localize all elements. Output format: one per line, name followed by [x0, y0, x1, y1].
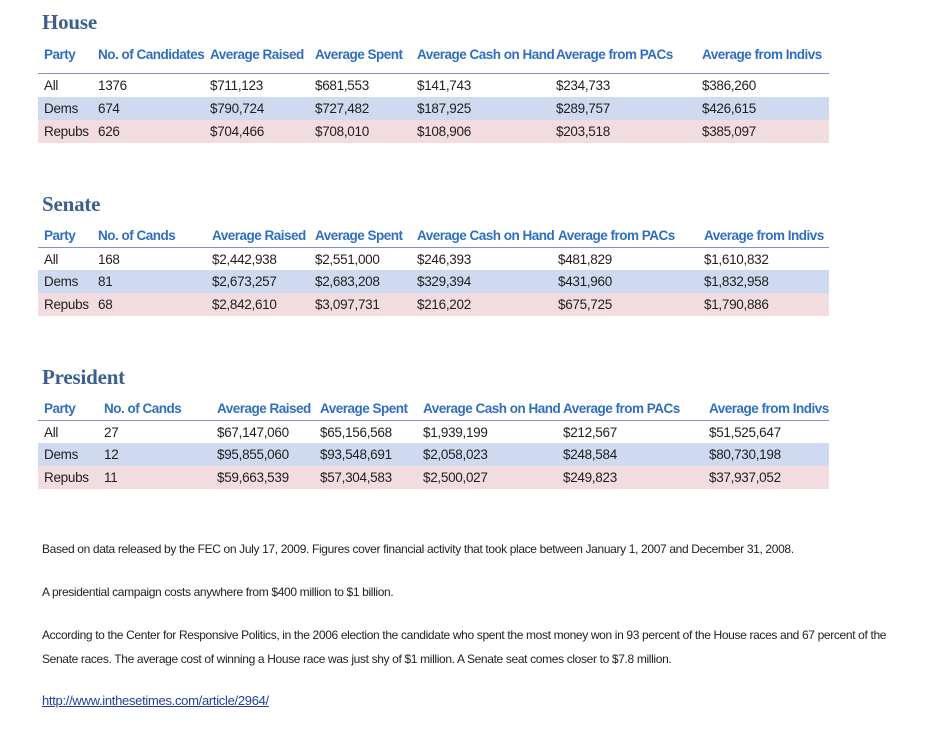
- president-repubs-raised: $59,663,539: [217, 470, 289, 485]
- senate-all-spent: $2,551,000: [315, 252, 380, 267]
- house-dems-raised: $790,724: [210, 101, 264, 116]
- senate-all-party: All: [44, 252, 59, 267]
- president-all-spent: $65,156,568: [320, 425, 392, 440]
- senate-dems-raised: $2,673,257: [212, 274, 277, 289]
- president-all-pacs: $212,567: [563, 425, 617, 440]
- house-dems-candidates: 674: [98, 101, 120, 116]
- president-all-party: All: [44, 425, 59, 440]
- president-dems-party: Dems: [44, 447, 79, 462]
- source-link[interactable]: http://www.inthesetimes.com/article/2964/: [42, 693, 269, 708]
- senate-all-pacs: $481,829: [558, 252, 612, 267]
- president-all-cash: $1,939,199: [423, 425, 488, 440]
- president-dems-pacs: $248,584: [563, 447, 617, 462]
- president-dems-spent: $93,548,691: [320, 447, 392, 462]
- senate-header-cands: No. of Cands: [98, 228, 176, 243]
- senate-header-cash: Average Cash on Hand: [417, 228, 555, 243]
- house-repubs-raised: $704,466: [210, 124, 264, 139]
- house-row-repubs: [38, 120, 829, 143]
- senate-repubs-party: Repubs: [44, 297, 89, 312]
- president-header-pacs: Average from PACs: [563, 401, 680, 416]
- senate-row-dems: [38, 270, 829, 293]
- president-repubs-cash: $2,500,027: [423, 470, 488, 485]
- house-dems-party: Dems: [44, 101, 79, 116]
- house-repubs-candidates: 626: [98, 124, 120, 139]
- senate-repubs-raised: $2,842,610: [212, 297, 277, 312]
- house-dems-cash: $187,925: [417, 101, 471, 116]
- source-note: Based on data released by the FEC on July 17, 2009. Figures cover financial activity that took place between January 1, 2007 and December 31, 2008.: [42, 542, 794, 556]
- president-header-row: [38, 397, 829, 420]
- senate-repubs-cands: 68: [98, 297, 113, 312]
- president-row-dems: [38, 443, 829, 466]
- senate-row-all: [38, 247, 829, 270]
- house-header-raised: Average Raised: [210, 47, 304, 62]
- house-all-pacs: $234,733: [556, 78, 610, 93]
- president-repubs-party: Repubs: [44, 470, 89, 485]
- house-title: House: [42, 10, 98, 34]
- senate-repubs-spent: $3,097,731: [315, 297, 380, 312]
- house-repubs-party: Repubs: [44, 124, 89, 139]
- house-dems-pacs: $289,757: [556, 101, 610, 116]
- senate-header-indivs: Average from Indivs: [704, 228, 824, 243]
- senate-all-indivs: $1,610,832: [704, 252, 769, 267]
- house-header-cash: Average Cash on Hand: [417, 47, 555, 62]
- house-table: [38, 43, 829, 143]
- president-all-cands: 27: [104, 425, 119, 440]
- senate-all-cands: 168: [98, 252, 120, 267]
- senate-all-raised: $2,442,938: [212, 252, 277, 267]
- president-dems-raised: $95,855,060: [217, 447, 289, 462]
- president-repubs-pacs: $249,823: [563, 470, 617, 485]
- president-table: [38, 397, 829, 489]
- senate-header-spent: Average Spent: [315, 228, 403, 243]
- house-all-raised: $711,123: [210, 78, 263, 93]
- president-all-raised: $67,147,060: [217, 425, 289, 440]
- senate-header-party: Party: [44, 228, 76, 243]
- house-header-pacs: Average from PACs: [556, 47, 673, 62]
- president-dems-cash: $2,058,023: [423, 447, 488, 462]
- president-header-party: Party: [44, 401, 76, 416]
- senate-repubs-cash: $216,202: [417, 297, 471, 312]
- senate-dems-party: Dems: [44, 274, 79, 289]
- cost-note: A presidential campaign costs anywhere from $400 million to $1 billion.: [42, 585, 394, 599]
- house-header-indivs: Average from Indivs: [702, 47, 822, 62]
- president-row-all: [38, 420, 829, 443]
- president-header-raised: Average Raised: [217, 401, 311, 416]
- senate-header-raised: Average Raised: [212, 228, 306, 243]
- senate-header-pacs: Average from PACs: [558, 228, 675, 243]
- president-header-indivs: Average from Indivs: [709, 401, 829, 416]
- house-header-row: [38, 43, 829, 66]
- senate-title: Senate: [42, 192, 101, 216]
- house-all-candidates: 1376: [98, 78, 127, 93]
- president-header-cash: Average Cash on Hand: [423, 401, 561, 416]
- house-row-all: [38, 74, 829, 97]
- senate-dems-indivs: $1,832,958: [704, 274, 769, 289]
- president-row-repubs: [38, 466, 829, 489]
- senate-dems-cash: $329,394: [417, 274, 471, 289]
- house-dems-spent: $727,482: [315, 101, 369, 116]
- house-repubs-spent: $708,010: [315, 124, 369, 139]
- senate-table: [38, 224, 829, 316]
- senate-repubs-indivs: $1,790,886: [704, 297, 769, 312]
- house-header-spent: Average Spent: [315, 47, 403, 62]
- senate-dems-spent: $2,683,208: [315, 274, 380, 289]
- president-repubs-indivs: $37,937,052: [709, 470, 781, 485]
- president-repubs-spent: $57,304,583: [320, 470, 392, 485]
- crp-note: According to the Center for Responsive Politics, in the 2006 election the candidate who spent the most money won in 93 percent of the House races and 67 percent of the Senate races. The average cost of winning a House race was just shy of $1 million. A Senate seat comes closer to $7.8 million.: [42, 628, 887, 666]
- house-header-candidates: No. of Candidates: [98, 47, 205, 62]
- house-all-spent: $681,553: [315, 78, 369, 93]
- house-all-party: All: [44, 78, 59, 93]
- house-all-indivs: $386,260: [702, 78, 756, 93]
- house-header-gap: [38, 66, 829, 74]
- senate-repubs-pacs: $675,725: [558, 297, 612, 312]
- president-header-spent: Average Spent: [320, 401, 408, 416]
- house-repubs-pacs: $203,518: [556, 124, 610, 139]
- senate-header-row: [38, 224, 829, 247]
- president-title: President: [42, 365, 125, 389]
- house-row-dems: [38, 97, 829, 120]
- president-repubs-cands: 11: [104, 470, 118, 485]
- president-all-indivs: $51,525,647: [709, 425, 781, 440]
- house-dems-indivs: $426,615: [702, 101, 756, 116]
- senate-dems-cands: 81: [98, 274, 113, 289]
- house-repubs-indivs: $385,097: [702, 124, 756, 139]
- house-header-party: Party: [44, 47, 76, 62]
- house-repubs-cash: $108,906: [417, 124, 471, 139]
- senate-dems-pacs: $431,960: [558, 274, 612, 289]
- president-dems-indivs: $80,730,198: [709, 447, 781, 462]
- senate-all-cash: $246,393: [417, 252, 471, 267]
- senate-row-repubs: [38, 293, 829, 316]
- house-all-cash: $141,743: [417, 78, 471, 93]
- president-dems-cands: 12: [104, 447, 119, 462]
- president-header-cands: No. of Cands: [104, 401, 182, 416]
